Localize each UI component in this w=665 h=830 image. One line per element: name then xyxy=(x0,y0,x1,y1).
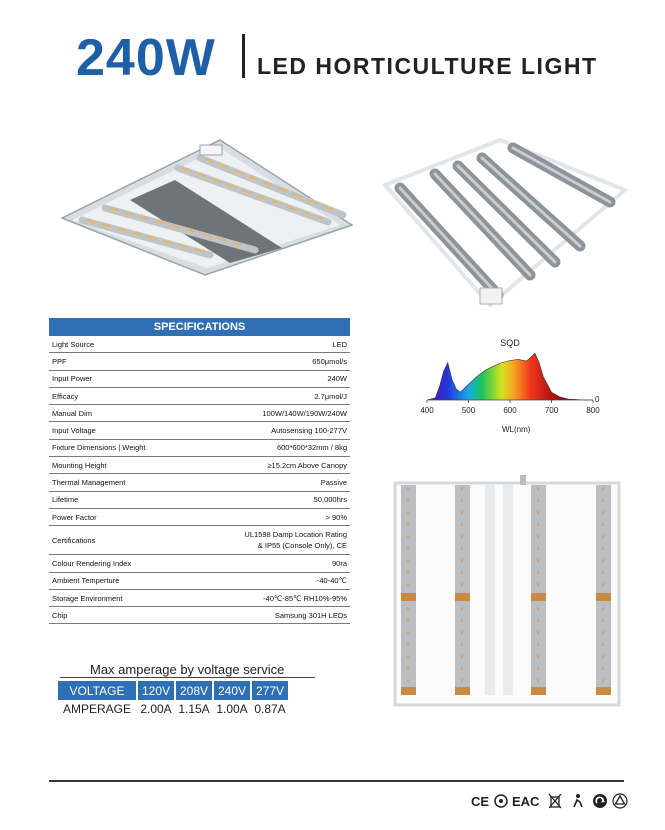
x-tick-label: 600 xyxy=(503,406,517,415)
specifications-table xyxy=(49,318,350,624)
ce-mark: CE xyxy=(471,794,490,809)
spec-row: Storage Environment -40℃-85℃ RH10%-95% xyxy=(49,590,350,607)
amperage-cell: 1.00A xyxy=(216,702,248,716)
voltage-row xyxy=(58,681,288,700)
voltage-cell: 277V xyxy=(252,681,288,700)
x-tick-label: 400 xyxy=(420,406,434,415)
amperage-cell: 0.87A xyxy=(254,702,286,716)
fixture-top-photo xyxy=(393,475,623,710)
spec-row: Lifetime 50,000hrs xyxy=(49,492,350,509)
spec-row: Manual Dim 100W/140W/190W/240W xyxy=(49,405,350,422)
recycle-triangle-icon xyxy=(612,793,628,809)
x-tick-label: 500 xyxy=(461,406,476,415)
footer-divider xyxy=(49,780,624,782)
spec-row: Certifications UL1598 Damp Location Rating & IP55 (Console Only), CE xyxy=(49,526,350,555)
amperage-title-underline xyxy=(60,677,315,678)
y-tick-label: 0 xyxy=(595,395,600,404)
eac-mark: EAC xyxy=(512,794,540,809)
spectrum-chart xyxy=(410,330,610,440)
voltage-cell: 120V xyxy=(138,681,174,700)
spec-row: Fixture Dimensions | Weight 600*600*32mm / 8kg xyxy=(49,440,350,457)
voltage-cell: 208V xyxy=(176,681,212,700)
x-tick-label: 800 xyxy=(586,406,600,415)
header-divider xyxy=(242,34,245,78)
spec-row: PPF 650μmol/s xyxy=(49,353,350,370)
x-tick-label: 700 xyxy=(544,406,559,415)
spec-row: Input Voltage Autosensing 100-277V xyxy=(49,422,350,439)
amperage-title: Max amperage by voltage service xyxy=(90,662,285,677)
spec-row: Ambient Temperture -40-40℃ xyxy=(49,573,350,590)
spec-row: Light Source LED xyxy=(49,336,350,353)
spec-row: Efficacy 2.7μmol/J xyxy=(49,388,350,405)
fixture-back-photo xyxy=(380,130,630,310)
spec-row: Power Factor > 90% xyxy=(49,509,350,526)
chart-title: SQD xyxy=(500,338,520,348)
fcc-icon xyxy=(494,794,508,808)
spec-row: Thermal Management Passive xyxy=(49,474,350,491)
voltage-header-cell: VOLTAGE xyxy=(58,681,136,700)
product-title: LED HORTICULTURE LIGHT xyxy=(257,53,598,79)
spec-row: Colour Rendering Index 90ra xyxy=(49,555,350,572)
amperage-header-cell: AMPERAGE xyxy=(62,702,131,716)
amperage-cell: 2.00A xyxy=(140,702,172,716)
amperage-cell: 1.15A xyxy=(178,702,210,716)
product-power: 240W xyxy=(76,29,216,87)
fixture-angled-photo xyxy=(60,130,360,280)
x-axis-label: WL(nm) xyxy=(502,425,531,434)
spec-row: Input Power 240W xyxy=(49,371,350,388)
recycle-arrows-icon xyxy=(592,793,608,809)
voltage-cell: 240V xyxy=(214,681,250,700)
spec-row: Chip Samsung 301H LEDs xyxy=(49,607,350,624)
weee-bin-icon xyxy=(548,793,562,809)
amperage-table xyxy=(56,681,290,718)
amperage-row xyxy=(58,700,288,718)
spec-row: Mounting Height ≥15.2cm Above Canopy xyxy=(49,457,350,474)
recycle-person-icon xyxy=(570,793,586,809)
specifications-heading: SPECIFICATIONS xyxy=(49,318,350,336)
